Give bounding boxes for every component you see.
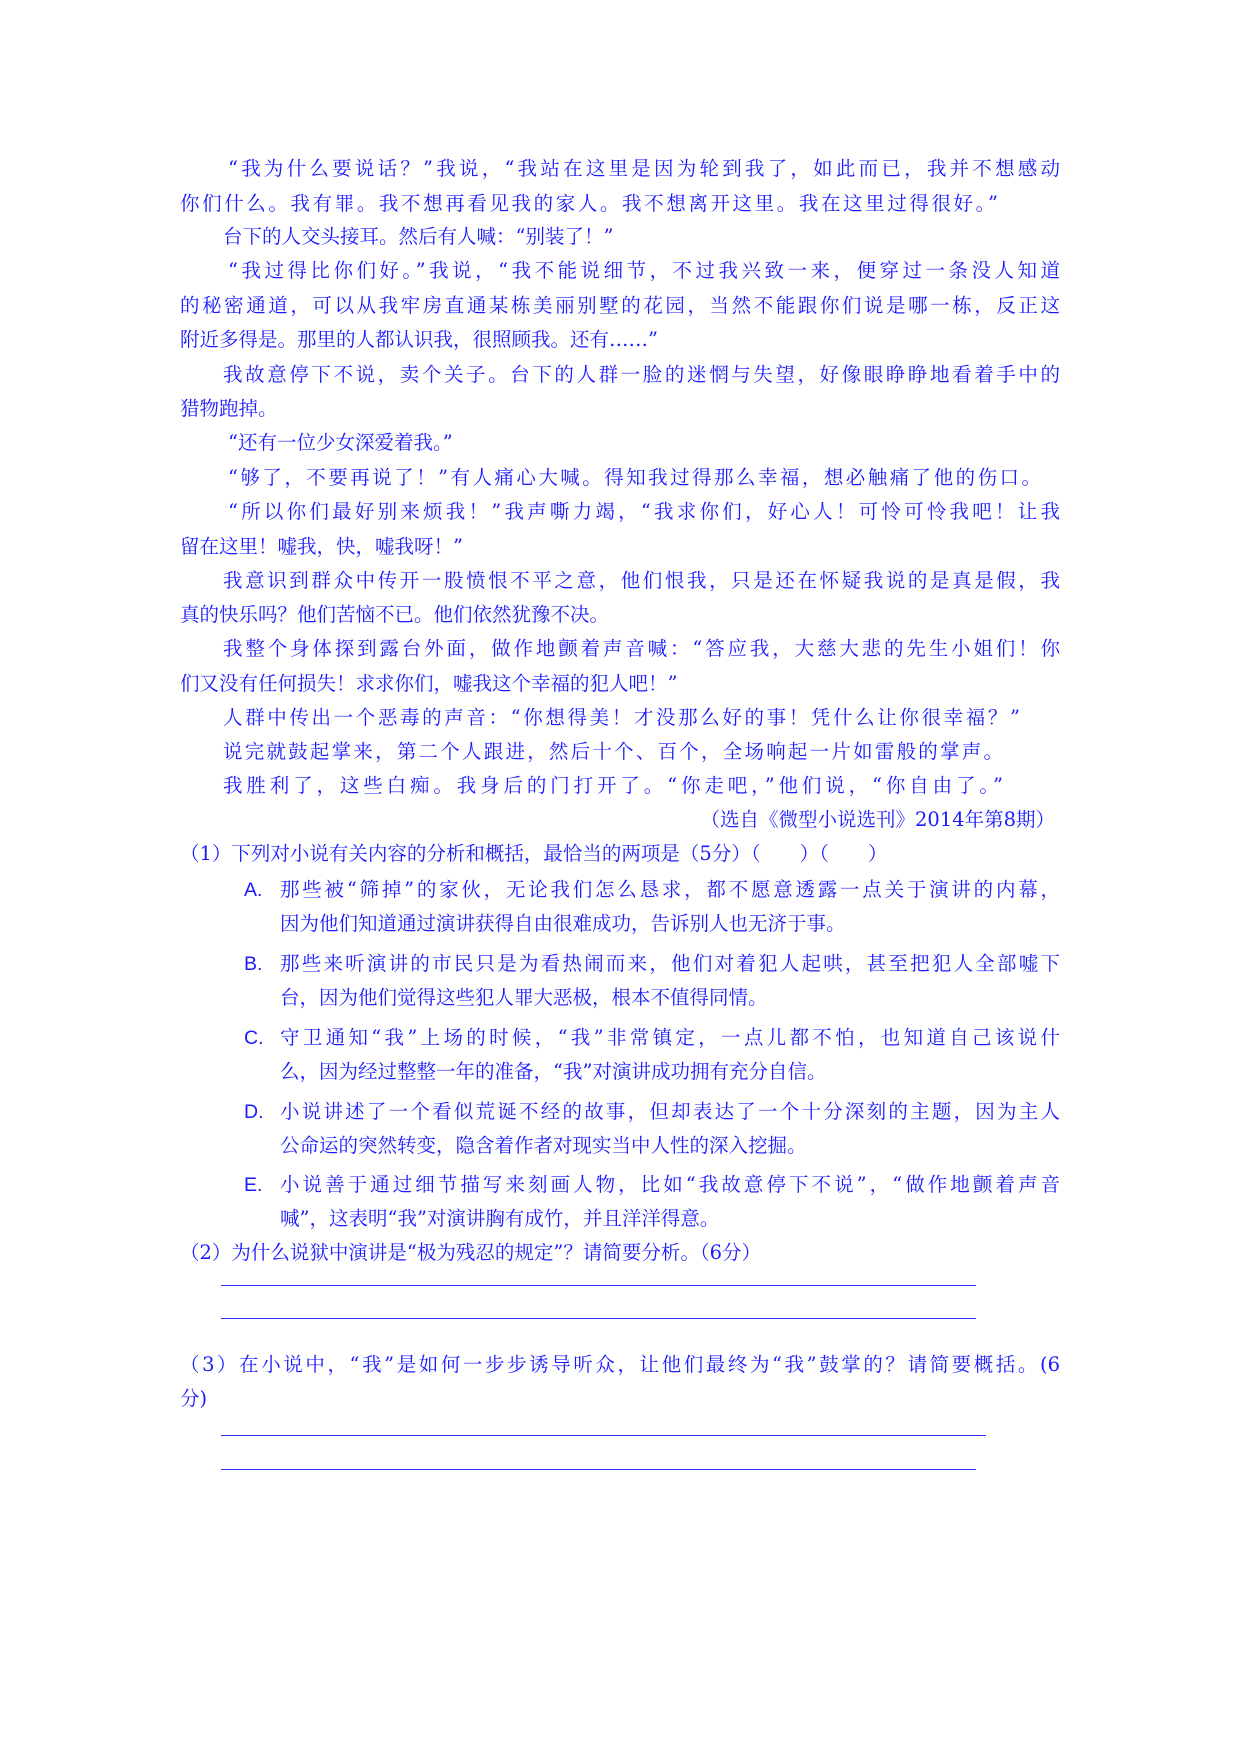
option-a-letter: A. [244,879,263,901]
option-c-line: 么，因为经过整整一年的准备，“我”对演讲成功拥有充分自信。 [280,1060,827,1083]
passage-line: 们又没有任何损失！求求你们，嘘我这个幸福的犯人吧！” [180,672,678,695]
passage-line: 人群中传出一个恶毒的声音：“你想得美！才没那么好的事！凭什么让你很幸福？” [223,706,1020,729]
passage-line: 我意识到群众中传开一股愤恨不平之意，他们恨我，只是还在怀疑我说的是真是假，我 [223,569,1060,592]
passage-line: 留在这里！嘘我，快，嘘我呀！” [180,535,463,558]
answer-line [221,1469,976,1470]
passage-line: 猎物跑掉。 [180,397,278,420]
option-e-line: 喊”，这表明“我”对演讲胸有成竹，并且洋洋得意。 [280,1207,720,1230]
option-b-line: 那些来听演讲的市民只是为看热闹而来，他们对着犯人起哄，甚至把犯人全部嘘下 [280,952,1060,975]
option-e-line: 小说善于通过细节描写来刻画人物，比如“我故意停下不说”，“做作地颤着声音 [280,1173,1060,1196]
passage-line: “所以你们最好别来烦我！”我声嘶力竭，“我求你们，好心人！可怜可怜我吧！让我 [228,500,1060,523]
passage-line: “够了，不要再说了！”有人痛心大喊。得知我过得那么幸福，想必触痛了他的伤口。 [228,466,1041,489]
passage-line: 说完就鼓起掌来，第二个人跟进，然后十个、百个，全场响起一片如雷般的掌声。 [223,740,1003,763]
answer-line [221,1318,976,1319]
source-citation: （选自《微型小说选刊》2014年第8期） [700,808,1055,831]
passage-line: 真的快乐吗？他们苦恼不已。他们依然犹豫不决。 [180,603,610,626]
question-1-stem: （1）下列对小说有关内容的分析和概括，最恰当的两项是（5分）（ ）（ ） [180,842,888,865]
passage-line: 你们什么。我有罪。我不想再看见我的家人。我不想离开这里。我在这里过得很好。” [180,192,998,215]
option-c-line: 守卫通知“我”上场的时候，“我”非常镇定，一点儿都不怕，也知道自己该说什 [280,1026,1060,1049]
option-b-line: 台，因为他们觉得这些犯人罪大恶极，根本不值得同情。 [280,986,768,1009]
option-a-line: 因为他们知道通过演讲获得自由很难成功，告诉别人也无济于事。 [280,912,846,935]
option-b-letter: B. [244,953,263,975]
option-d-line: 小说讲述了一个看似荒诞不经的故事，但却表达了一个十分深刻的主题，因为主人 [280,1100,1060,1123]
passage-line: 我胜利了，这些白痴。我身后的门打开了。“你走吧，”他们说，“你自由了。” [223,774,1003,797]
question-3-stem-continued: 分) [180,1387,208,1410]
passage-line: 附近多得是。那里的人都认识我，很照顾我。还有……” [180,328,658,351]
option-d-line: 公命运的突然转变，隐含着作者对现实当中人性的深入挖掘。 [280,1134,807,1157]
answer-line [221,1435,986,1436]
option-c-letter: C. [244,1027,264,1049]
question-2-stem: （2）为什么说狱中演讲是“极为残忍的规定”？请简要分析。（6分） [180,1241,762,1264]
passage-line: 的秘密通道，可以从我牢房直通某栋美丽别墅的花园，当然不能跟你们说是哪一栋，反正这 [180,294,1060,317]
passage-line: 台下的人交头接耳。然后有人喊：“别装了！” [223,225,614,248]
passage-line: 我故意停下不说，卖个关子。台下的人群一脸的迷惘与失望，好像眼睁睁地看着手中的 [223,363,1060,386]
passage-line: “我为什么要说话？”我说，“我站在这里是因为轮到我了，如此而已，我并不想感动 [228,157,1060,180]
answer-line [221,1285,976,1286]
passage-line: 我整个身体探到露台外面，做作地颤着声音喊：“答应我，大慈大悲的先生小姐们！你 [223,637,1060,660]
passage-line: “还有一位少女深爱着我。” [228,431,453,454]
option-a-line: 那些被“筛掉”的家伙，无论我们怎么恳求，都不愿意透露一点关于演讲的内幕， [280,878,1060,901]
question-3-stem: （3）在小说中，“我”是如何一步步诱导听众，让他们最终为“我”鼓掌的？请简要概括。(6 [180,1353,1060,1376]
passage-line: “我过得比你们好。”我说，“我不能说细节，不过我兴致一来，便穿过一条没人知道 [228,259,1060,282]
option-d-letter: D. [244,1101,264,1123]
option-e-letter: E. [244,1174,263,1196]
